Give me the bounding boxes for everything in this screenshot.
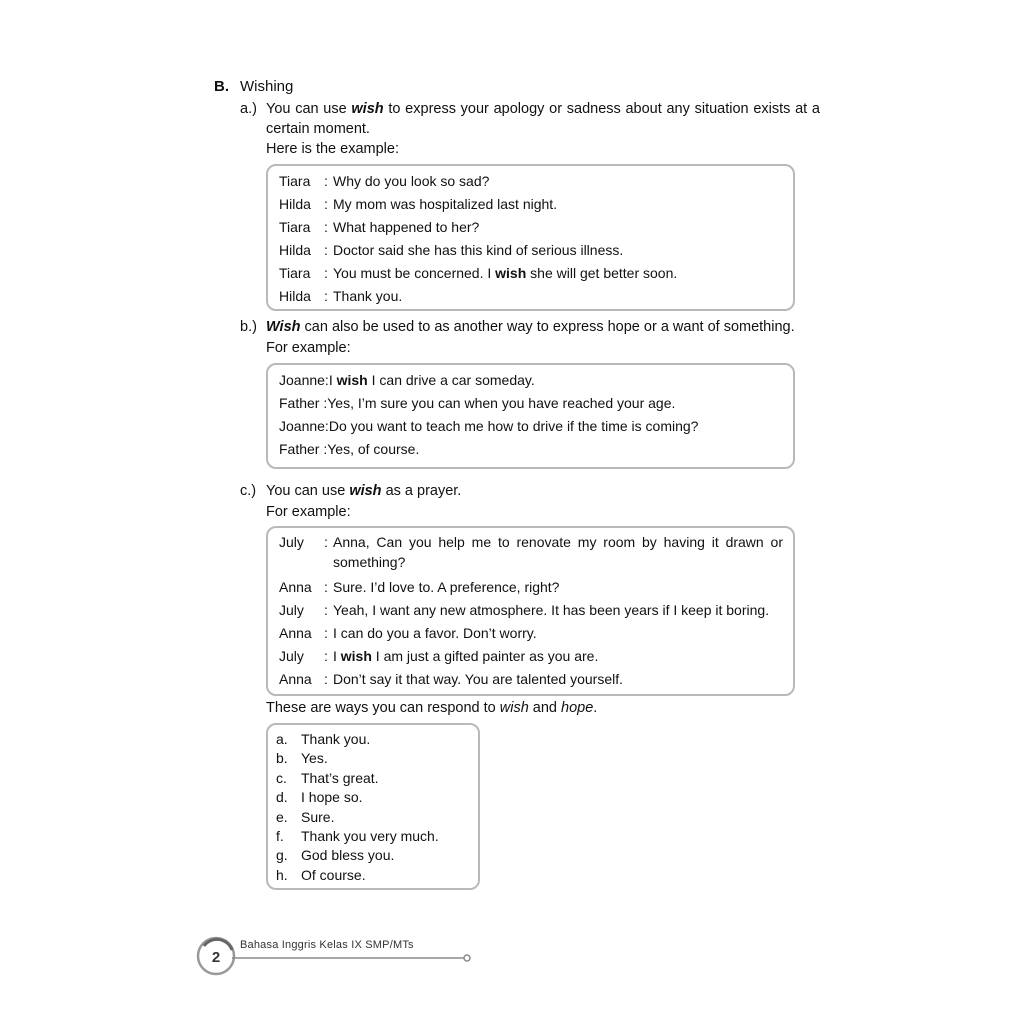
line-text: Yeah, I want any new atmosphere. It has been years if I keep it boring.	[333, 601, 770, 618]
response-item	[276, 769, 470, 788]
dialogue-line	[279, 170, 781, 193]
line-text: My mom was hospitalized last night.	[333, 196, 558, 212]
line-text: I wish I can drive a car someday.	[328, 372, 535, 388]
paragraph-b-text: Wish can also be used to as another way to express hope or a want of something.	[266, 319, 795, 335]
response-letter: g.	[276, 847, 288, 864]
speaker: Father :	[279, 441, 328, 457]
response-item	[276, 749, 470, 768]
speaker: Tiara	[279, 265, 311, 281]
line-text: Why do you look so sad?	[333, 173, 490, 189]
line-text: Thank you.	[333, 288, 403, 304]
response-text: Of course.	[301, 866, 366, 883]
dialogue-line	[279, 645, 783, 668]
emphasis-wish: Wish	[266, 319, 301, 335]
paragraph-b-marker: b.)	[240, 319, 257, 335]
example-intro-a: Here is the example:	[266, 141, 399, 157]
dialogue-line	[279, 415, 781, 438]
colon: :	[324, 242, 328, 258]
line-text: Anna, Can you help me to renovate my room by having it drawn or something?	[333, 534, 783, 570]
response-text: Thank you very much.	[301, 828, 439, 845]
response-item	[276, 788, 470, 807]
paragraph-b	[240, 317, 820, 337]
response-letter: c.	[276, 769, 287, 786]
speaker: Joanne:	[279, 372, 329, 388]
response-text: That’s great.	[301, 769, 379, 786]
dialogue-box-b	[266, 363, 795, 469]
dialogue-line	[279, 392, 781, 415]
example-intro-c: For example:	[266, 504, 351, 520]
book-title: Bahasa Inggris Kelas IX SMP/MTs	[240, 939, 414, 951]
speaker: Joanne:	[279, 418, 329, 434]
dialogue-line	[279, 369, 781, 392]
speaker: Father :	[279, 395, 328, 411]
colon: :	[324, 670, 328, 687]
paragraph-a-marker: a.)	[240, 101, 257, 117]
dialogue-line	[279, 285, 781, 308]
paragraph-c-marker: c.)	[240, 483, 257, 499]
page-footer	[196, 934, 476, 978]
paragraph-c	[240, 481, 820, 501]
speaker: Tiara	[279, 173, 311, 189]
responses-box	[266, 723, 480, 890]
colon: :	[324, 219, 328, 235]
line-text: Don’t say it that way. You are talented yourself.	[333, 670, 624, 687]
response-item	[276, 730, 470, 749]
dialogue-line	[279, 668, 783, 691]
speaker: July	[279, 534, 304, 550]
paragraph-a	[240, 99, 820, 139]
speaker: Tiara	[279, 219, 311, 235]
colon: :	[324, 578, 328, 595]
dialogue-box-a	[266, 164, 795, 311]
response-text: I hope so.	[301, 789, 363, 806]
colon: :	[324, 196, 328, 212]
page-number: 2	[211, 949, 221, 966]
dialogue-line	[279, 262, 781, 285]
response-text: Sure.	[301, 808, 335, 825]
response-letter: f.	[276, 828, 284, 845]
dialogue-line	[279, 533, 783, 572]
response-letter: a.	[276, 731, 288, 747]
response-letter: h.	[276, 866, 288, 883]
paragraph-a-text: You can use wish to express your apology or sadness about any situation exists at a certain moment.	[266, 101, 821, 137]
example-intro-b: For example:	[266, 340, 351, 356]
response-item	[276, 866, 470, 885]
line-text: What happened to her?	[333, 219, 480, 235]
dialogue-line	[279, 599, 783, 622]
response-item	[276, 846, 470, 865]
speaker: Anna	[279, 624, 312, 641]
dialogue-line	[279, 622, 783, 645]
colon: :	[324, 173, 328, 189]
speaker: Hilda	[279, 196, 311, 212]
response-letter: b.	[276, 750, 288, 767]
response-text: God bless you.	[301, 847, 395, 864]
colon: :	[324, 534, 328, 550]
response-letter: d.	[276, 789, 288, 806]
line-text: I wish I am just a gifted painter as you are.	[333, 647, 599, 664]
response-item	[276, 827, 470, 846]
colon: :	[324, 288, 328, 304]
dialogue-box-c	[266, 526, 795, 696]
colon: :	[324, 647, 328, 664]
section-letter: B.	[214, 78, 229, 95]
speaker: July	[279, 647, 304, 664]
emphasis-wish: wish	[351, 101, 384, 117]
dialogue-line	[279, 193, 781, 216]
line-text: I can do you a favor. Don’t worry.	[333, 624, 537, 641]
response-item	[276, 808, 470, 827]
line-text: Sure. I’d love to. A preference, right?	[333, 578, 560, 595]
dialogue-line	[279, 438, 781, 461]
paragraph-c-text: You can use wish as a prayer.	[266, 483, 462, 499]
speaker: Hilda	[279, 242, 311, 258]
line-text: Doctor said she has this kind of serious illness.	[333, 242, 624, 258]
dialogue-line	[279, 576, 783, 599]
emphasis-wish: wish	[349, 483, 382, 499]
response-letter: e.	[276, 808, 288, 825]
colon: :	[324, 601, 328, 618]
section-heading	[214, 78, 293, 95]
colon: :	[324, 265, 328, 281]
response-text: Thank you.	[301, 731, 371, 747]
speaker: Anna	[279, 670, 312, 687]
section-title: Wishing	[240, 78, 294, 95]
emphasis-wish: wish	[336, 372, 368, 388]
colon: :	[324, 624, 328, 641]
speaker: July	[279, 601, 304, 618]
line-text: Yes, of course.	[327, 441, 420, 457]
speaker: Hilda	[279, 288, 311, 304]
line-text: Yes, I’m sure you can when you have reached your age.	[327, 395, 676, 411]
response-text: Yes.	[301, 750, 328, 767]
responses-intro: These are ways you can respond to wish and hope.	[266, 700, 598, 716]
emphasis-wish: wish	[340, 647, 372, 664]
line-text: Do you want to teach me how to drive if the time is coming?	[328, 418, 699, 434]
speaker: Anna	[279, 578, 312, 595]
emphasis-wish: wish	[495, 265, 527, 281]
dialogue-line	[279, 239, 781, 262]
line-text: You must be concerned. I wish she will get better soon.	[333, 265, 678, 281]
dialogue-line	[279, 216, 781, 239]
